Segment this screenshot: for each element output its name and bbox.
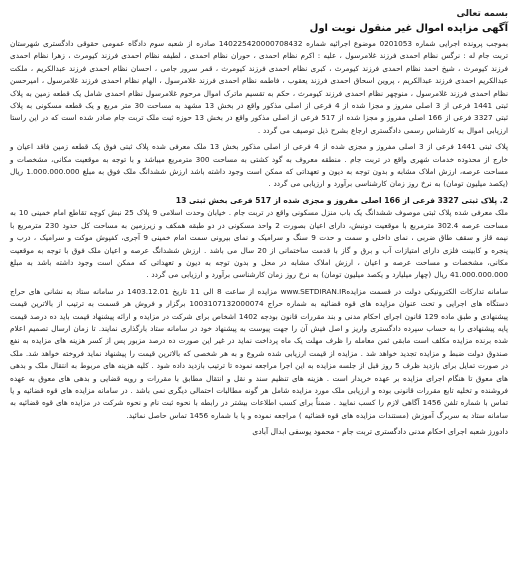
lot1-paragraph: پلاک ثبتی 1441 فرعی از 3 اصلی مفروز و مجزی شده از 4 فرعی از اصلی مذکور بخش 13 ملک معرفی شده پلاک ثبتی فوق یک قطعه زمین فاقد اعیان و خارج از محدوده خدمات شهری واقع در تربت جام . منطقه معروف به گود کشتی به مساحت 300 مترمربع میباشد و با توجه به موقعیت مکانی، مشخصات و مساحت عرصه، ارزش املاک مشابه و بدون توجه به دیون و تعهداتی که ممکن است وجود داشته باشد ارزش ششدانگ ملک فوق به مبلغ 1.000.000.000 ریال (یکصد میلیون تومان) به نرخ روز زمان کارشناسی برآورد و ارزیابی می گردد . xyxy=(10,142,509,189)
notice-title: آگهی مزایده اموال غیر منقول نوبت اول xyxy=(309,23,508,34)
signature-line: دادورز شعبه اجرای احکام مدنی دادگستری تربت جام - محمود یوسفی ابدال آبادی xyxy=(252,427,508,437)
lot2-heading: 2. پلاک ثبتی 3327 فرعی از 166 اصلی مفروز و مجزی شده از 517 فرعی بخش ثبتی 13 xyxy=(175,195,508,205)
auction-paragraph: سامانه تدارکات الکترونیکی دولت در قسمت مزایدهwww.SETDIRAN.IR مزایده از ساعت 8 الی 11 تاریخ 1403.12.01 در سامانه ستاد به نشانی های حراج دستگاه های اجرایی و تحت عنوان مزایده های قوه قضائیه به شماره حراج 1003107132000074 برگزار و فروش هر قسمت به ترتیب از بالاترین قیمت پیشنهادی و طبق ماده 129 قانون اجرای احکام مدنی و بند مقررات قانون بودجه 1402 اشخاص برای شرکت در مزایده و ارائه پیشنهاد قیمت باید ده درصد قیمت پایه پیشنهادی را به حساب سپرده دادگستری واریز و اصل فیش آن را جهت پیوست به پیشنهاد خود در سامانه ستاد بارگذاری نمایند. تا زمان ارسال تصمیم اعلام شده برنده مزایده مکلف است مابقی ثمن معامله را ظرف مهلت یک ماه پرداخت نماید در غیر این صورت ده درصد مزبور پس از کسر هزینه های مزایده به نفع صندوق دولت ضبط و مزایده تجدید خواهد شد . مزایده از قیمت ارزیابی شده شروع و به هر شخصی که بالاترین قیمت را پیشنهاد نماید فروخته خواهد شد. ملک در صورت تمایل برای بازدید ظرف 5 روز قبل از جلسه مزایده به این اجرا مراجعه نموده تا ترتیب بازدید داده شود . کلیه هزینه های مربوط به انتقال ملک و بدهی های معوق تا هنگام اجرای مزایده بر عهده خریدار است . هزینه های تنظیم سند و نقل و انتقال مطابق با مقررات و رویه قضایی و بدهی های معوق به عهده فروشنده و تخلیه تابع مقررات قانونی بوده و ارزیابی ملک مورد مزایده شامل هر گونه مطالبات احتمالی دیگری نمی باشد . در سامانه مزایده های قوه قضائیه و یا تماس با شماره تلفن 1456 آگاهی لازم را کسب نمایید . ضمناً برای کسب اطلاعات بیشتر در رابطه با نحوه ثبت نام و نحوه شرکت در مزایده های قوه قضائیه به سامانه ستاد به سربرگ آموزش (مستندات مزایده های قوه قضائیه ) مراجعه نموده و یا با شماره 1456 تماس حاصل نمائید. xyxy=(10,286,508,420)
intro-paragraph: بموجب پرونده اجرایی شماره 0201053 موضوع اجرائیه شماره 140225420000708432 صادره از شعبه سوم دادگاه عمومی حقوقی دادگستری شهرستان تربت جام له : نرگس نظام احمدی فرزند غلامرسول ، علیه : اکرم نظام احمدی ، حوران نظام احمدی ، لطیفه نظام احمدی فرزند کیومرث ، زهرا نظام احمدی فرزند کیومرث ، شیخ احمد نظام احمدی فرزند کیومرث ، کبری نظام احمدی فرزند کیومرث ، قمر سرور جامی ، احسان نظام احمدی فرزند عبدالکریم ، ملکت عبدالکریم احمدی فرزند عبدالکریم ، پروین اسحاق احمدی فرزند یعقوب ، فاطمه نظام احمدی فرزند غلامرسول ، الهام نظام احمدی فرزند غلامرسول ، امیرحسن نظام احمدی فرزند غلامرسول ، منوچهر نظام احمدی فرزند کیومرث ، حکم به تقسیم ماترک اموال مرحوم غلامرسول نظام احمدی شامل یک قطعه زمین به پلاک ثبتی 1441 فرعی از 3 اصلی مفروز و مجزا شده از 4 فرعی از اصلی مذکور واقع در بخش 13 مشهد به مساحت 30 متر مربع و یک قطعه مسکونی به پلاک ثبتی 3327 فرعی از 166 اصلی مفروز و مجزا شده از 517 فرعی از اصلی مذکور واقع در بخش 13 حوزه ثبت ملک تربت جام صادر شده است که در این راستا ارزیابی اموال به کارشناس رسمی دادگستری ارجاع بشرح ذیل توصیف می گردد . xyxy=(10,39,508,135)
basmala: بسمه تعالی xyxy=(456,9,508,19)
lot2-paragraph: ملک معرفی شده پلاک ثبتی موصوف ششدانگ یک باب منزل مسکونی واقع در تربت جام . خیابان وحدت اسلامی 9 پلاک 25 نبش کوچه تقاطع امام خمینی 10 به مساحت عرصه 302.4 مترمربع با موقعیت دونبش، دارای اعیان بصورت 2 واحد مسکونی در دو طبقه همکف و زیرزمین به مساحت کل حدود 230 مترمربع با نیمه قاز و سقف طاق ضربی ، نمای داخلی و سمت و حدت 9 سنگ و سرامیک و نمای بیرونی سمت امام خمینی 9 آجری، کفپوش موکت و سرامیک ، درب و پنجره و کابینت فلزی دارای امتیازات آب و برق و گاز با قدمت ساختمانی از 20 سال می باشد . ارزش ششدانگ عرصه و اعیان ملک فوق با توجه به موقعیت مکانی، مشخصات و مساحت عرصه و اعیان ، ارزش املاک مشابه در محل و بدون توجه به دیون و تعهداتی که ممکن است وجود داشته باشد به مبلغ 41.000.000.000 ریال (چهار میلیارد و یکصد میلیون تومان) به نرخ روز زمان کارشناسی برآورد و ارزیابی می گردد . xyxy=(10,208,508,280)
